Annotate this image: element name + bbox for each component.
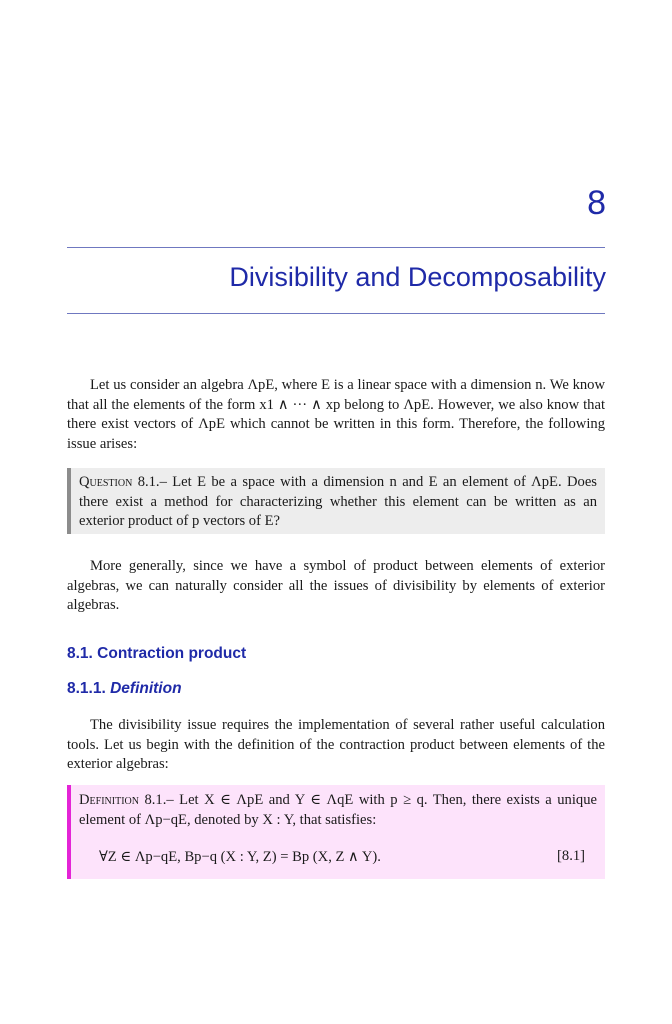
question-box (67, 468, 605, 534)
question-text: Let E be a space with a dimension n and E an element of ΛpE. Does there exist a method for characterizing whether this element can be written as an exterior product of p vectors of E? (79, 474, 597, 529)
subsection-number: 8.1.1. (67, 680, 106, 697)
definition-box (67, 785, 605, 879)
chapter-number: 8 (587, 184, 606, 222)
chapter-rule-bottom (67, 313, 605, 314)
chapter-rule-top (67, 247, 605, 248)
subsection-heading (67, 680, 182, 698)
section-number: 8.1. (67, 645, 93, 662)
definition-text: Let X ∈ ΛpE and Y ∈ ΛqE with p ≥ q. Then, there exists a unique element of Λp−qE, denoted by X : Y, that satisfies: (79, 792, 597, 828)
definition-body (79, 791, 597, 830)
section-title: Contraction product (97, 645, 247, 662)
definition-label: Definition 8.1.– (79, 792, 180, 808)
question-label: Question 8.1.– (79, 474, 173, 490)
definition-equation-row (79, 848, 597, 870)
definition-intro-paragraph: The divisibility issue requires the implementation of several rather useful calculation tools. Let us begin with the definition of the contraction product between elements of the exterior algebras: (67, 717, 605, 772)
intro-paragraph: Let us consider an algebra ΛpE, where E is a linear space with a dimension n. We know that all the elements of the form x1 ∧ ··· ∧ xp belong to ΛpE. However, we also know that there exist vectors of ΛpE which cannot be written in this form. Therefore, the following issue arises: (67, 377, 605, 452)
question-body (79, 473, 597, 532)
definition-equation: ∀Z ∈ Λp−qE, Bp−q (X : Y, Z) = Bp (X, Z ∧ Y). (99, 849, 381, 865)
section-heading (67, 645, 246, 663)
chapter-title: Divisibility and Decomposability (229, 262, 606, 292)
general-paragraph: More generally, since we have a symbol of product between elements of exterior algebras, we can naturally consider all the issues of divisibility by elements of exterior algebras. (67, 558, 605, 613)
equation-number: [8.1] (557, 848, 585, 864)
subsection-title: Definition (110, 680, 182, 697)
